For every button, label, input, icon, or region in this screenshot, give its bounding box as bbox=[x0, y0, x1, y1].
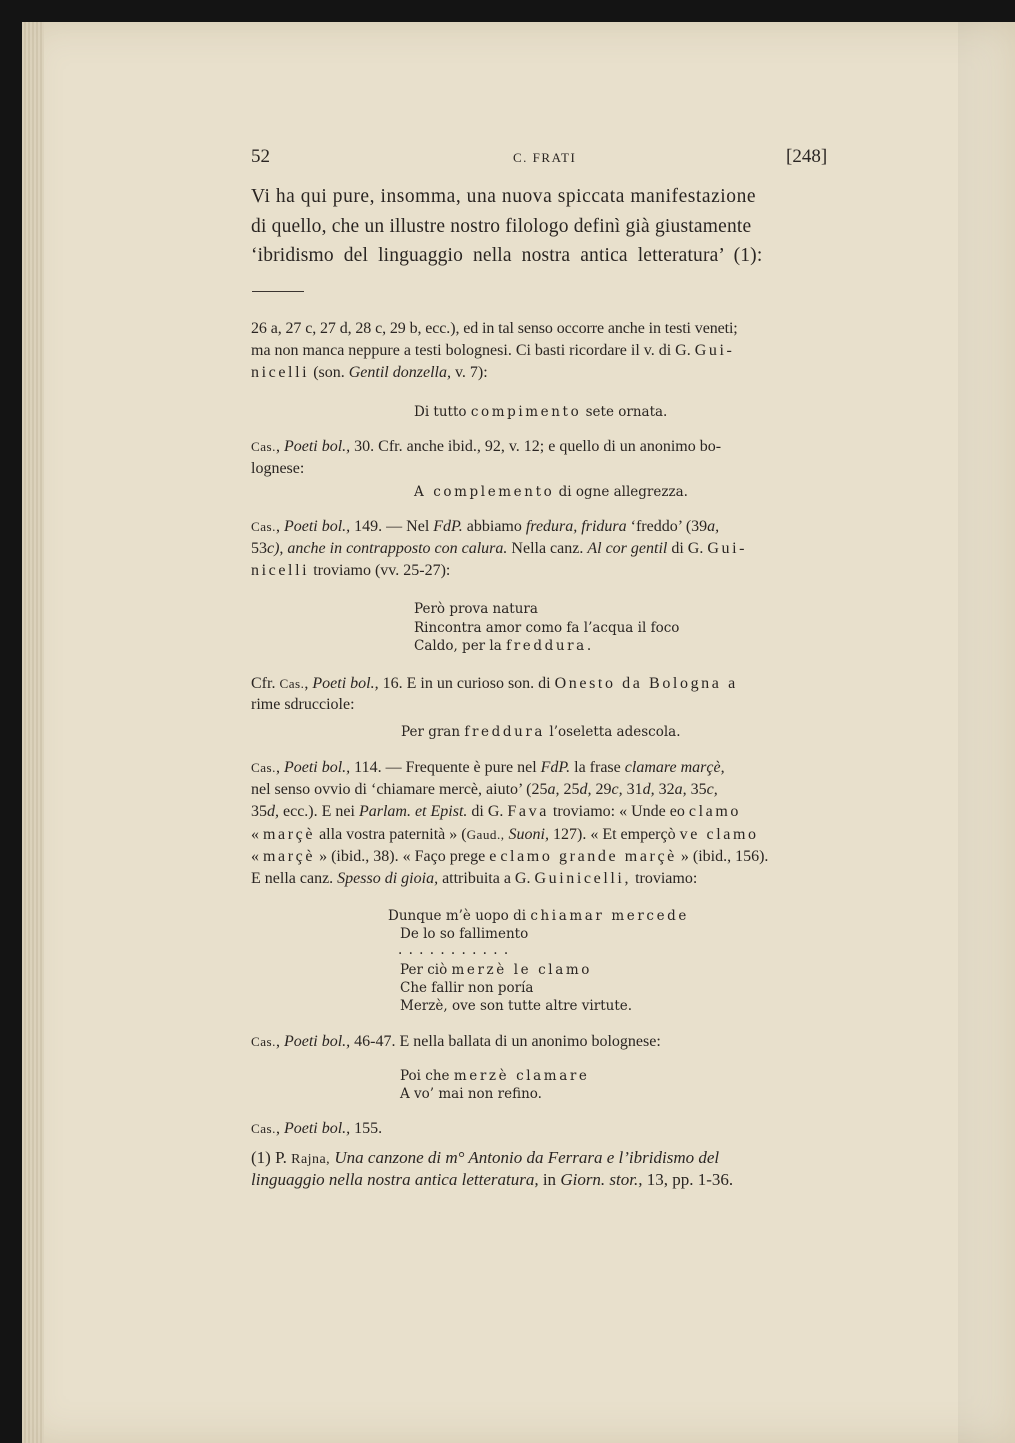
verse-line: Dunque m’è uopo di chiamar mercede bbox=[388, 908, 689, 924]
note-line: nel senso ovvio di ‘chiamare mercè, aiuto’ (25a, 25d, 29c, 31d, 32a, 35c, bbox=[251, 781, 718, 798]
note-line: nicelli (son. Gentil donzella, v. 7): bbox=[251, 364, 488, 381]
verse-line: Merzè, ove son tutte altre virtute. bbox=[400, 998, 633, 1014]
verse-line: Caldo, per la freddura. bbox=[414, 638, 594, 654]
footnote-line: linguaggio nella nostra antica letteratura, in Giorn. stor., 13, pp. 1-36. bbox=[251, 1170, 734, 1189]
note-line: lognese: bbox=[251, 460, 305, 477]
main-text-line: Vi ha qui pure, insomma, una nuova spiccata manifestazione bbox=[251, 186, 757, 207]
verse-quote: Di tutto compimento sete ornata. bbox=[414, 404, 668, 420]
running-head: C. FRATI bbox=[513, 150, 577, 165]
verse-line: Poi che merzè clamare bbox=[400, 1068, 590, 1084]
note-line: 53c), anche in contrapposto con calura. Nella canz. Al cor gentil di G. Gui- bbox=[251, 540, 748, 557]
note-line: nicelli troviamo (vv. 25-27): bbox=[251, 562, 451, 579]
verse-line: De lo so fallimento bbox=[400, 926, 529, 942]
note-line: 35d, ecc.). E nei Parlam. et Epist. di G. Fava troviamo: « Unde eo clamo bbox=[251, 803, 741, 820]
page-fold-shadow bbox=[958, 22, 1015, 1443]
note-line: Cas., Poeti bol., 46-47. E nella ballata di un anonimo bolognese: bbox=[251, 1033, 661, 1050]
note-line: E nella canz. Spesso di gioia, attribuita a G. Guinicelli, troviamo: bbox=[251, 870, 698, 887]
verse-line: Però prova natura bbox=[414, 601, 538, 617]
main-text-line: di quello, che un illustre nostro filologo definì già giustamente bbox=[251, 216, 752, 237]
verse-line: Rincontra amor como fa l’acqua il foco bbox=[414, 620, 680, 636]
main-text-line: ‘ibridismo del linguaggio nella nostra antica letteratura’ (1): bbox=[251, 245, 763, 266]
verse-ellipsis: . . . . . . . . . . . bbox=[398, 942, 510, 958]
verse-quote: Per gran freddura l’oseletta adescola. bbox=[401, 724, 681, 740]
note-line: Cas., Poeti bol., 114. — Frequente è pure nel FdP. la frase clamare marçè, bbox=[251, 759, 725, 776]
page-edges bbox=[22, 22, 44, 1443]
note-line: rime sdrucciole: bbox=[251, 696, 355, 713]
note-line: Cas., Poeti bol., 30. Cfr. anche ibid., 92, v. 12; e quello di un anonimo bo- bbox=[251, 438, 722, 455]
note-line: « marçè » (ibid., 38). « Faço prege e clamo grande marçè » (ibid., 156). bbox=[251, 848, 769, 865]
verse-line: Che fallir non poría bbox=[400, 980, 534, 996]
note-line: Cas., Poeti bol., 155. bbox=[251, 1120, 383, 1137]
verse-quote: A complemento di ogne allegrezza. bbox=[414, 484, 688, 500]
footnote-line: (1) P. Rajna, Una canzone di m° Antonio da Ferrara e l’ibridismo del bbox=[251, 1148, 720, 1167]
footnote-rule bbox=[252, 291, 304, 292]
note-line: 26 a, 27 c, 27 d, 28 c, 29 b, ecc.), ed in tal senso occorre anche in testi veneti; bbox=[251, 320, 738, 337]
verse-line: Per ciò merzè le clamo bbox=[400, 962, 593, 978]
verse-line: A vo’ mai non refino. bbox=[400, 1086, 542, 1102]
note-line: Cfr. Cas., Poeti bol., 16. E in un curioso son. di Onesto da Bologna a bbox=[251, 675, 738, 692]
bracketed-page-number: [248] bbox=[786, 146, 828, 167]
note-line: « marçè alla vostra paternità » (Gaud., Suoni, 127). « Et emperçò ve clamo bbox=[251, 826, 759, 843]
note-line: Cas., Poeti bol., 149. — Nel FdP. abbiamo fredura, fridura ‘freddo’ (39a, bbox=[251, 518, 720, 535]
page-number: 52 bbox=[251, 146, 270, 167]
note-line: ma non manca neppure a testi bolognesi. Ci basti ricordare il v. di G. Gui- bbox=[251, 342, 735, 359]
